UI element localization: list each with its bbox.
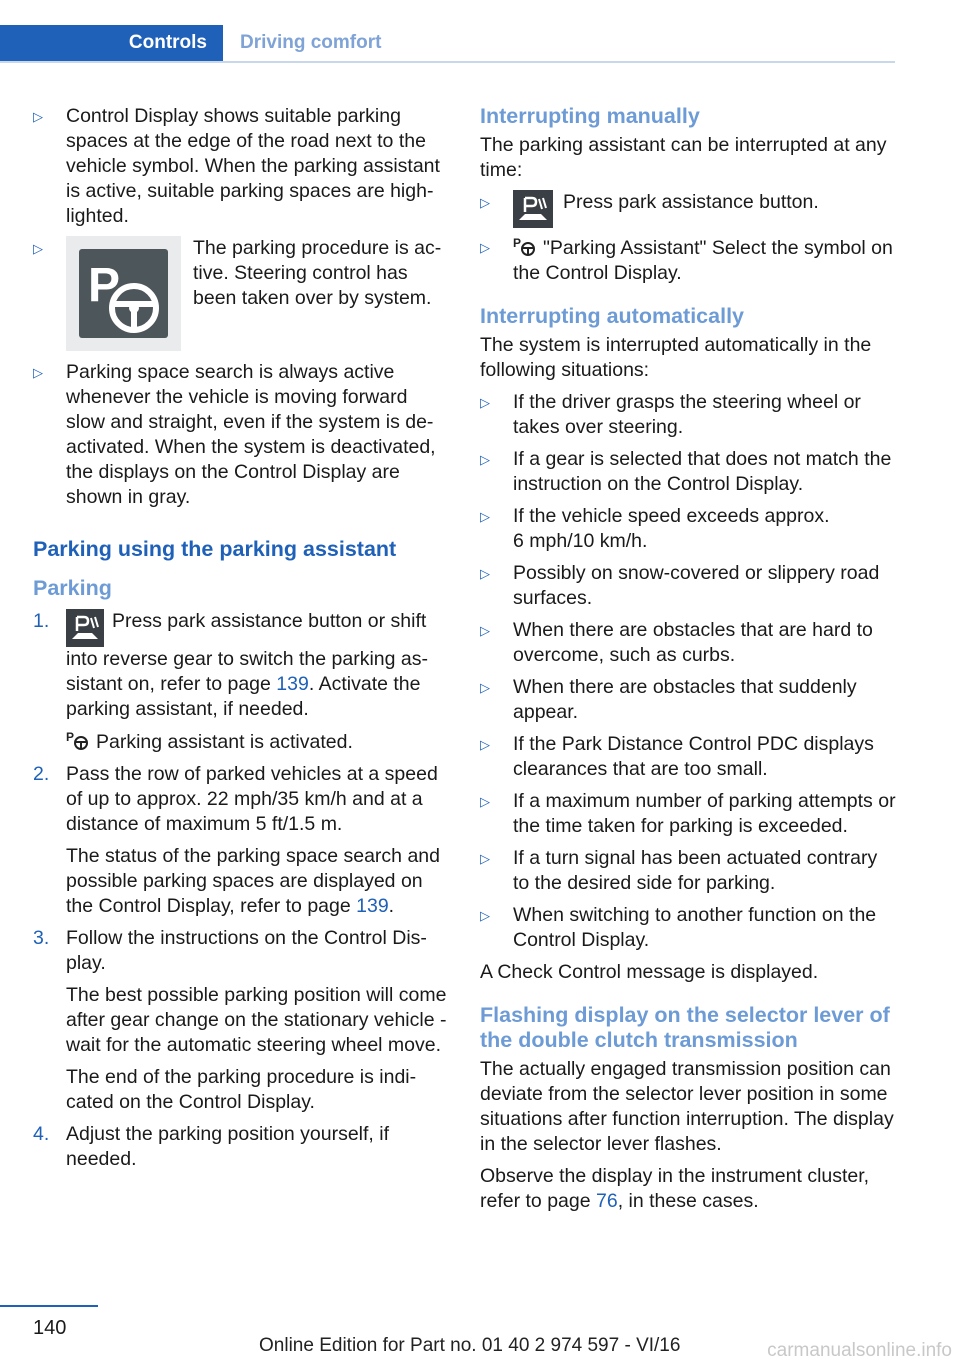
auto-interrupt-list <box>480 390 898 953</box>
step-sub-text: The status of the parking space search and possible parking spaces are displayed on the Control Display, refer to page <box>66 845 440 917</box>
list-item-text: "Parking Assistant" Select the symbol on the Control Display. <box>513 237 893 284</box>
list-item-text: Press park assistance button. <box>563 191 819 213</box>
step-sub <box>66 729 448 755</box>
bullet-icon: ▷ <box>33 109 43 124</box>
list-item <box>480 190 898 228</box>
list-item <box>33 104 448 229</box>
list-item-text: The parking procedure is ac-tive. Steering control has been taken over by system. <box>193 237 442 309</box>
page-link[interactable]: 139 <box>356 895 389 917</box>
page-link[interactable]: 76 <box>596 1190 618 1212</box>
list-item <box>480 390 898 440</box>
step-2 <box>33 762 448 919</box>
step-4 <box>33 1122 448 1172</box>
list-item <box>480 504 898 554</box>
heading-parking-using-assistant: Parking using the parking assistant <box>33 537 397 561</box>
bullet-icon: ▷ <box>480 240 490 255</box>
paragraph: The actually engaged transmission position can deviate from the selector lever position in some situations after function interruption. The display in the selector lever flashes. <box>480 1058 894 1155</box>
list-item-text: Control Display shows suitable parking spaces at the edge of the road next to the vehicle symbol. When the parking assistant is active, suitable parking spaces are high-lighted. <box>66 105 440 227</box>
section-tab-driving-comfort[interactable]: Driving comfort <box>240 32 382 53</box>
bullet-icon: ▷ <box>480 566 490 581</box>
step-1 <box>33 609 448 755</box>
step-number: 4. <box>33 1123 50 1145</box>
paragraph: The system is interrupted automatically in the following situations: <box>480 334 872 381</box>
list-item <box>480 789 898 839</box>
step-number: 2. <box>33 763 50 785</box>
park-assistance-button-icon <box>66 609 104 647</box>
paragraph <box>480 1164 898 1214</box>
step-text-after: . <box>388 895 395 917</box>
list-item <box>480 618 898 668</box>
list-item <box>33 360 448 510</box>
check-control-note: A Check Control message is displayed. <box>480 961 819 983</box>
paragraph-text-after: , in these cases. <box>617 1190 759 1212</box>
step-number: 1. <box>33 610 50 632</box>
list-item <box>480 846 898 896</box>
heading-parking: Parking <box>33 576 112 600</box>
heading-interrupting-manually: Interrupting manually <box>480 104 700 128</box>
edition-text: Online Edition for Part no. 01 40 2 974 597 - VI/16 <box>259 1335 681 1356</box>
list-item-text: If the Park Distance Control PDC displays clearances that are too small. <box>513 733 874 780</box>
step-text: Pass the row of parked vehicles at a speed of up to approx. 22 mph/35 km/h and at a distance of maximum 5 ft/1.5 m. <box>66 763 438 835</box>
list-item <box>480 235 898 286</box>
bullet-icon: ▷ <box>480 680 490 695</box>
parking-assistant-active-icon <box>66 729 90 751</box>
step-sub-text: Parking assistant is activated. <box>96 731 353 753</box>
list-item-text: When there are obstacles that are hard to overcome, such as curbs. <box>513 619 873 666</box>
list-item <box>480 675 898 725</box>
section-tab-controls[interactable]: Controls <box>0 25 223 61</box>
list-item-text: Possibly on snow-covered or slippery road surfaces. <box>513 562 880 609</box>
list-item-text: If the vehicle speed exceeds approx. 6 mph/10 km/h. <box>513 505 830 552</box>
step-sub <box>66 844 448 919</box>
bullet-icon: ▷ <box>480 623 490 638</box>
bullet-icon: ▷ <box>480 452 490 467</box>
right-column <box>480 104 898 1221</box>
bullet-icon: ▷ <box>480 195 490 210</box>
step-text: Follow the instructions on the Control Dis-play. <box>66 927 427 974</box>
left-column <box>33 104 448 1179</box>
bullet-icon: ▷ <box>480 395 490 410</box>
step-3 <box>33 926 448 1115</box>
list-item-text: If a maximum number of parking attempts or the time taken for parking is exceeded. <box>513 790 896 837</box>
step-text: Adjust the parking position yourself, if needed. <box>66 1123 390 1170</box>
list-item-text: If a turn signal has been actuated contrary to the desired side for parking. <box>513 847 878 894</box>
list-item-text: When switching to another function on the Control Display. <box>513 904 877 951</box>
heading-flashing-display: Flashing display on the selector lever of the double clutch transmission <box>480 1003 890 1052</box>
list-item <box>33 236 448 353</box>
bullet-icon: ▷ <box>480 908 490 923</box>
list-item <box>480 447 898 497</box>
parking-assistant-symbol-icon <box>513 235 537 257</box>
step-number: 3. <box>33 927 50 949</box>
svg-text:P: P <box>66 730 75 744</box>
list-item <box>480 561 898 611</box>
bullet-icon: ▷ <box>480 851 490 866</box>
step-sub: The best possible parking position will come after gear change on the stationary vehicle - wait for the automatic steering wheel move. <box>66 984 447 1056</box>
page-link[interactable]: 139 <box>276 673 309 695</box>
bullet-icon: ▷ <box>480 509 490 524</box>
paragraph-text: Observe the display in the instrument cluster, refer to page <box>480 1165 870 1212</box>
list-item-text: If the driver grasps the steering wheel or takes over steering. <box>513 391 861 438</box>
bullet-icon: ▷ <box>33 365 43 380</box>
list-item <box>480 732 898 782</box>
page-number: 140 <box>33 1317 67 1339</box>
list-item-text: When there are obstacles that suddenly appear. <box>513 676 857 723</box>
svg-text:P: P <box>513 236 522 250</box>
paragraph: The parking assistant can be interrupted at any time: <box>480 134 887 181</box>
footer-rule <box>0 1305 98 1307</box>
bullet-icon: ▷ <box>480 737 490 752</box>
svg-text:P: P <box>88 259 121 312</box>
bullet-icon: ▷ <box>480 794 490 809</box>
list-item-text: Parking space search is always active whenever the vehicle is moving forward slow and straight, even if the system is de-activated. When the system is deactivated, the displays on the Control Display are shown in gray. <box>66 361 436 508</box>
heading-interrupting-automatically: Interrupting automatically <box>480 304 745 328</box>
parking-steering-icon <box>66 236 181 351</box>
header-bar <box>0 25 895 63</box>
step-text-after: . Activate the parking assistant, if needed. <box>66 673 421 720</box>
step-text: Press park assistance button or shift into reverse gear to switch the parking as-sistant on, refer to page <box>66 610 429 695</box>
step-sub: The end of the parking procedure is indi-cated on the Control Display. <box>66 1066 417 1113</box>
watermark: carmanualsonline.info <box>767 1340 952 1361</box>
list-item-text: If a gear is selected that does not match the instruction on the Control Display. <box>513 448 892 495</box>
list-item <box>480 903 898 953</box>
bullet-icon: ▷ <box>33 241 43 256</box>
park-assistance-button-icon <box>513 190 553 228</box>
